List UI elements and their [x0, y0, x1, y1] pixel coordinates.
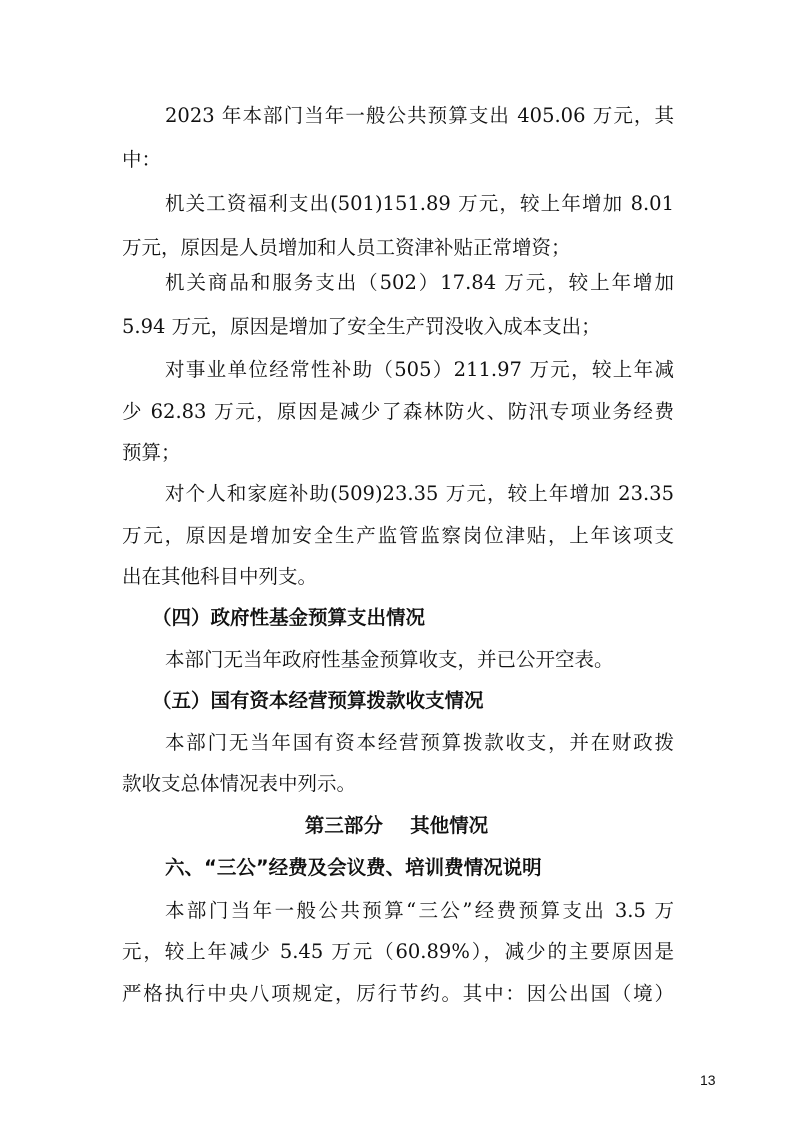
- section-heading: （五）国有资本经营预算拨款收支情况: [152, 689, 484, 712]
- paragraph-line: 2023 年本部门当年一般公共预算支出 405.06 万元，其: [165, 104, 674, 127]
- paragraph-line: 本部门无当年政府性基金预算收支，并已公开空表。: [165, 648, 614, 671]
- part-title: 第三部分 其他情况: [304, 814, 489, 837]
- paragraph-line: 严格执行中央八项规定，厉行节约。其中：因公出国（境）: [122, 982, 674, 1005]
- paragraph-line: 5.94 万元，原因是增加了安全生产罚没收入成本支出；: [122, 315, 601, 338]
- paragraph-line: 本部门当年一般公共预算“三公”经费预算支出 3.5 万: [165, 899, 674, 922]
- paragraph-line: 预算；: [122, 441, 181, 464]
- paragraph-line: 对事业单位经常性补助（505）211.97 万元，较上年减: [165, 358, 674, 381]
- paragraph-line: 中：: [122, 148, 162, 171]
- paragraph-line: 元，较上年减少 5.45 万元（60.89%），减少的主要原因是: [122, 940, 674, 963]
- paragraph-line: 万元，原因是人员增加和人员工资津补贴正常增资；: [122, 236, 571, 259]
- paragraph-line: 出在其他科目中列支。: [122, 565, 318, 588]
- paragraph-line: 少 62.83 万元，原因是减少了森林防火、防汛专项业务经费: [122, 400, 674, 423]
- section-heading: 六、“三公”经费及会议费、培训费情况说明: [165, 856, 542, 879]
- paragraph-line: 机关商品和服务支出（502）17.84 万元，较上年增加: [165, 271, 674, 294]
- paragraph-line: 对个人和家庭补助(509)23.35 万元，较上年增加 23.35: [165, 482, 674, 505]
- page-number: 13: [700, 1072, 716, 1088]
- section-heading: （四）政府性基金预算支出情况: [152, 606, 426, 629]
- paragraph-line: 款收支总体情况表中列示。: [122, 772, 357, 795]
- paragraph-line: 万元，原因是增加安全生产监管监察岗位津贴，上年该项支: [122, 524, 674, 547]
- paragraph-line: 本部门无当年国有资本经营预算拨款收支，并在财政拨: [165, 731, 674, 754]
- paragraph-line: 机关工资福利支出(501)151.89 万元，较上年增加 8.01: [165, 192, 674, 215]
